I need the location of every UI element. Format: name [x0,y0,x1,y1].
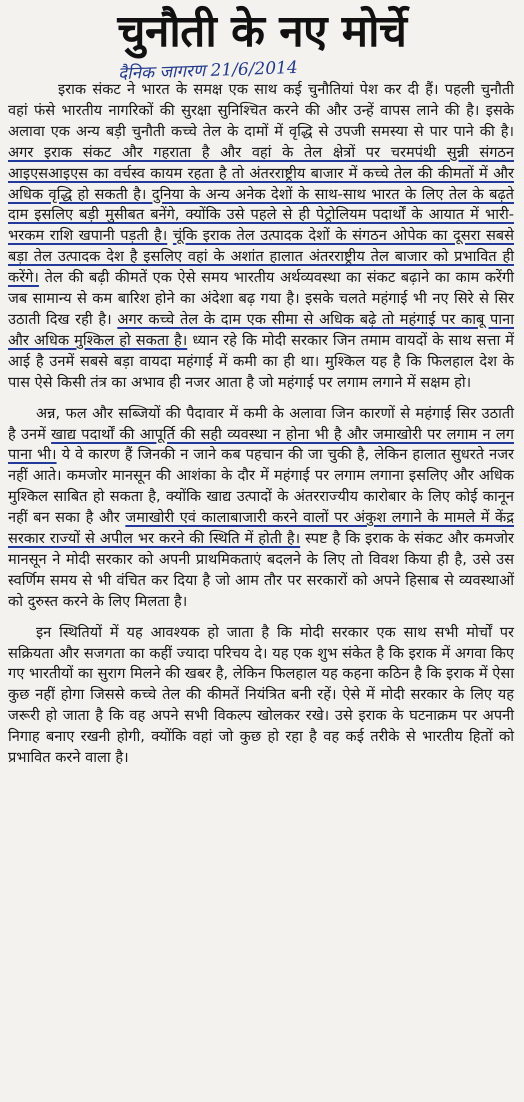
text-segment: ये वे कारण हैं जिनकी न जाने कब पहचान की जा चुकी है, लेकिन हालात सुधरते नजर नहीं आते। कमजोर मानसून की आशंका के दौर में महंगाई पर लगाम लगाना इसलिए और अधिक मुश्किल साबित हो सकता है, क्योंकि खाद्य उत्पादों के अंतरराज्यीय कारोबार के लिए कोई कानून नहीं बन सका है और [8,446,514,527]
text-segment: स्पष्ट है कि इराक के संकट और कमजोर मानसून ने मोदी सरकार को अपनी प्राथमिकताएं बदलने के लिए तो विवश किया ही है, उसे उस स्वर्णिम समय से भी वंचित कर दिया है जो आम तौर पर सरकारों को अपने हिसाब से व्यवस्थाओं को दुरुस्त करने के लिए मिलता है। [8,530,515,610]
underlined-text: चूंकि इराक तेल उत्पादक देशों के संगठन ओपेक का दूसरा सबसे बड़ा तेल उत्पादक देश है इसलिए वहां के अशांत हालात अंतरराष्ट्रीय तेल बाजार को प्रभावित ही करेंगे। [8,227,515,287]
article-paragraph [8,623,514,769]
underlined-text: जमाखोरी एवं कालाबाजारी करने वालों पर अंकुश लगाने के मामले में केंद्र सरकार राज्यों से अपील भर करने की स्थिति में होती है। [8,509,515,548]
text-segment: तेल की बढ़ी कीमतें एक ऐसे समय भारतीय अर्थव्यवस्था का संकट बढ़ाने का काम करेंगी जब सामान्य से कम बारिश होने का अंदेशा बढ़ गया है। इसके चलते महंगाई भी नए सिरे से सिर उठाती दिख रही है। [8,269,514,328]
underlined-text: खाद्य पदार्थों की आपूर्ति की सही व्यवस्था न होना भी है और जमाखोरी पर लगाम न लग पाना भी। [8,425,514,464]
text-segment: ध्यान रहे कि मोदी सरकार जिन तमाम वायदों के साथ सत्ता में आई है उनमें सबसे बड़ा वायदा महंगाई में कमी का ही था। मुश्किल यह है कि फिलहाल देश के पास ऐसे किसी तंत्र का अभाव ही नजर आता है जो महंगाई पर लगाम लगाने में सक्षम हो। [8,331,514,391]
headline: चुनौती के नए मोर्चे [117,6,407,57]
text-segment: अन्न, फल और सब्जियों की पैदावार में कमी के अलावा जिन कारणों से महंगाई सिर उठाती है उनमें [8,404,514,443]
article-body [8,80,514,779]
handwritten-source-date-note: दैनिक जागरण 21/6/2014 [117,57,299,85]
underlined-text: अगर कच्चे तेल के दाम एक सीमा से अधिक बढ़े तो महंगाई पर काबू पाना और अधिक मुश्किल हो सकता है। [8,310,514,349]
text-segment: इन स्थितियों में यह आवश्यक हो जाता है कि मोदी सरकार एक साथ सभी मोर्चों पर सक्रियता और सजगता का कहीं ज्यादा परिचय दे। यह एक शुभ संकेत है कि इराक में अगवा किए गए भारतीयों का सुराग मिलने की खबर है, लेकिन फिलहाल यह कहना कठिन है कि इराक में ऐसा कुछ नहीं होगा जिससे कच्चे तेल की कीमतें नियंत्रित बनी रहें। ऐसे में मोदी सरकार के लिए यह जरूरी हो जाता है कि वह अपने सभी विकल्प खोलकर रखे। उसे इराक के घटनाक्रम पर अपनी निगाह बनाए रखनी होगी, क्योंकि वहां जो कुछ हो रहा है वह कई तरीके से भारतीय हितों को प्रभावित करने वाला है। [8,623,514,767]
underlined-text: अगर इराक संकट और गहराता है और वहां के तेल क्षेत्रों पर चरमपंथी सुन्नी संगठन आइएसआइएस का वर्चस्व कायम रहता है तो अंतरराष्ट्रीय बाजार में कच्चे तेल की कीमतों में और अधिक वृद्धि हो सकती है। दुनिया के अन्य अनेक देशों के साथ-साथ भारत के लिए तेल के बढ़ते दाम इसलिए बड़ी मुसीबत बनेंगे, क्योंकि उसे पहले से ही पेट्रोलियम पदार्थों के आयात में भारी-भरकम राशि खपानी पड़ती है। [8,143,514,245]
article-paragraph [8,80,514,394]
text-segment: इराक संकट ने भारत के समक्ष एक साथ कई चुनौतियां पेश कर दी हैं। पहली चुनौती वहां फंसे भारतीय नागरिकों की सुरक्षा सुनिश्चित करने की और उन्हें वापस लाने की है। इसके अलावा एक अन्य बड़ी चुनौती कच्चे तेल के दामों में वृद्धि से उपजी समस्या से पार पाने की है। [8,81,514,140]
article-paragraph [8,404,514,613]
